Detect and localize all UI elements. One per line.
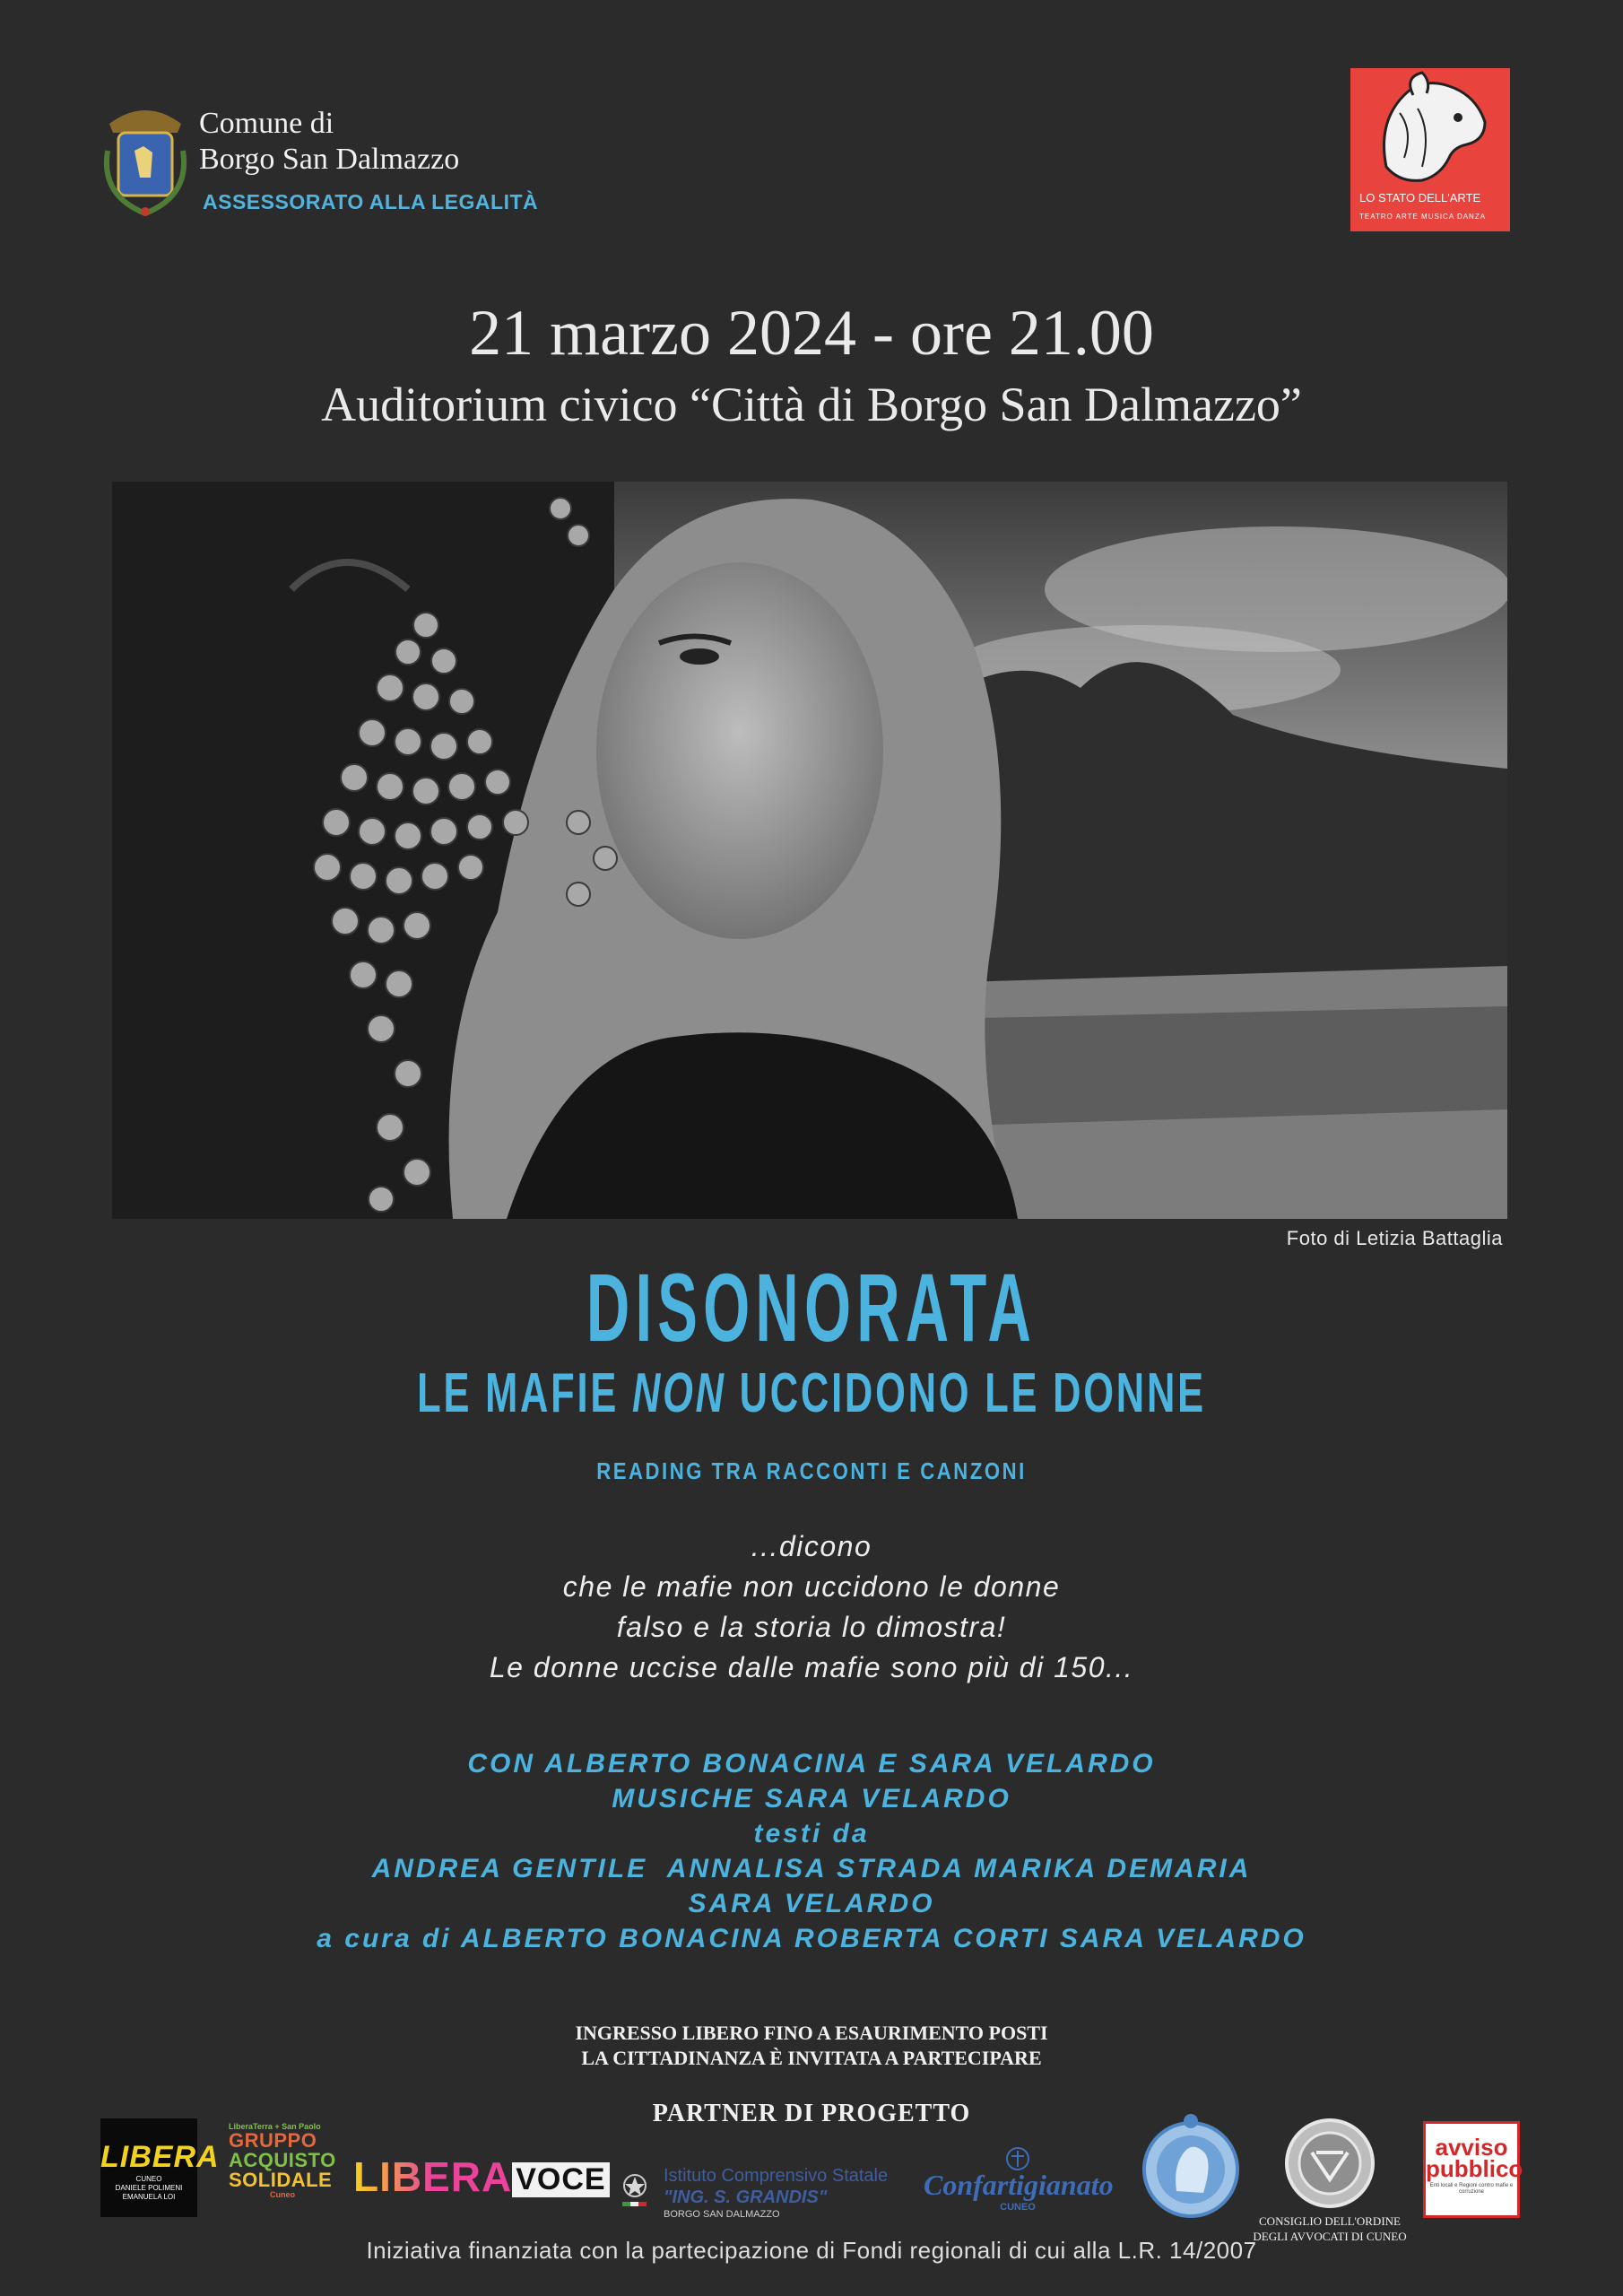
horse-head-icon bbox=[1350, 68, 1510, 194]
notice-line: LA CITTADINANZA È INVITATA A PARTECIPARE bbox=[581, 2047, 1042, 2069]
credit-line: SARA VELARDO bbox=[688, 1889, 935, 1918]
event-venue: Auditorium civico “Città di Borgo San Dalmazzo” bbox=[321, 378, 1302, 431]
istituto-comprensivo-logo bbox=[617, 2166, 913, 2220]
libera-sub: EMANUELA LOI bbox=[122, 2193, 176, 2201]
libera-cuneo-logo bbox=[100, 2118, 220, 2217]
gas-bottom: Cuneo bbox=[270, 2190, 295, 2199]
confartigianato-logo bbox=[924, 2145, 1112, 2226]
republic-emblem-icon bbox=[617, 2166, 653, 2211]
cast-credits bbox=[0, 1746, 1623, 1956]
poem-line: Le donne uccise dalle mafie sono più di 150... bbox=[489, 1651, 1134, 1683]
poem-line: falso e la storia lo dimostra! bbox=[616, 1611, 1007, 1643]
ordine-line: CONSIGLIO DELL'ORDINE bbox=[1259, 2214, 1401, 2228]
gas-top: LiberaTerra + San Paolo bbox=[229, 2122, 321, 2131]
istituto-line: BORGO SAN DALMAZZO bbox=[664, 2209, 780, 2220]
libera-sub: CUNEO bbox=[135, 2175, 162, 2183]
avviso-line: pubblico bbox=[1426, 2155, 1523, 2182]
confartigianato-name: Confartigianato bbox=[924, 2169, 1114, 2201]
ordine-avvocati-logo bbox=[1251, 2117, 1409, 2249]
comune-crest-logo bbox=[100, 97, 190, 222]
istituto-line: Istituto Comprensivo Statale bbox=[664, 2166, 889, 2186]
partners-title: PARTNER DI PROGETTO bbox=[652, 2100, 971, 2127]
credit-line: MUSICHE SARA VELARDO bbox=[612, 1784, 1011, 1813]
ordine-seal-icon bbox=[1280, 2117, 1379, 2210]
credit-line: ANDREA GENTILE ANNALISA STRADA MARIKA DEMARIA bbox=[371, 1854, 1252, 1883]
istituto-line: "ING. S. GRANDIS" bbox=[664, 2187, 828, 2207]
comune-name bbox=[199, 106, 459, 178]
subtitle-emphasis: NON bbox=[631, 1362, 726, 1424]
notice-line: INGRESSO LIBERO FINO A ESAURIMENTO POSTI bbox=[575, 2022, 1048, 2044]
assessorato-label: ASSESSORATO ALLA LEGALITÀ bbox=[203, 190, 539, 213]
libera-sub: DANIELE POLIMENI bbox=[115, 2184, 183, 2192]
poem-text bbox=[0, 1526, 1623, 1688]
liberavoce-part2: VOCE bbox=[512, 2162, 609, 2197]
comune-line1: Comune di bbox=[199, 107, 334, 140]
confartigianato-emblem-icon bbox=[1004, 2145, 1031, 2172]
confartigianato-city: CUNEO bbox=[1000, 2202, 1036, 2213]
lo-stato-dell-arte-logo bbox=[1350, 68, 1510, 231]
comune-line2: Borgo San Dalmazzo bbox=[199, 143, 460, 176]
association-seal-logo bbox=[1141, 2110, 1241, 2225]
hero-photo bbox=[112, 482, 1507, 1219]
gas-line: GRUPPO bbox=[229, 2129, 317, 2152]
libera-voce-logo bbox=[353, 2152, 610, 2201]
event-date: 21 marzo 2024 - ore 21.00 bbox=[469, 297, 1154, 369]
avviso-sub: Enti locali e Regioni contro mafie e corruzione bbox=[1429, 2183, 1514, 2195]
gas-line: SOLIDALE bbox=[229, 2169, 333, 2191]
gas-line: ACQUISTO bbox=[229, 2149, 336, 2171]
show-subtitle bbox=[244, 1361, 1380, 1425]
subtitle-pre: LE MAFIE bbox=[417, 1362, 632, 1424]
stato-arte-sub: TEATRO ARTE MUSICA DANZA bbox=[1359, 213, 1487, 221]
avviso-pubblico-logo bbox=[1423, 2121, 1523, 2218]
stato-arte-name: LO STATO DELL'ARTE bbox=[1359, 191, 1481, 204]
show-tagline: READING TRA RACCONTI E CANZONI bbox=[596, 1457, 1027, 1484]
admission-notice bbox=[0, 2021, 1623, 2071]
poem-line: che le mafie non uccidono le donne bbox=[562, 1570, 1061, 1603]
funding-footer: Iniziativa finanziata con la partecipazione di Fondi regionali di cui alla L.R. 14/2007 bbox=[366, 2237, 1257, 2264]
show-title: DISONORATA bbox=[586, 1253, 1037, 1361]
credit-line: a cura di ALBERTO BONACINA ROBERTA CORTI SARA VELARDO bbox=[317, 1924, 1306, 1953]
libera-wordmark: LIBERA bbox=[100, 2140, 220, 2174]
credit-line: CON ALBERTO BONACINA E SARA VELARDO bbox=[467, 1749, 1156, 1779]
avviso-line: avviso bbox=[1435, 2134, 1508, 2161]
credit-line: testi da bbox=[753, 1819, 870, 1848]
subtitle-post: UCCIDONO LE DONNE bbox=[725, 1362, 1206, 1424]
poem-line: ...dicono bbox=[751, 1530, 872, 1562]
liberavoce-part1: LIBERA bbox=[353, 2153, 513, 2200]
gruppo-acquisto-solidale-logo bbox=[229, 2122, 336, 2219]
ordine-line: DEGLI AVVOCATI DI CUNEO bbox=[1253, 2230, 1407, 2243]
photo-credit: Foto di Letizia Battaglia bbox=[1286, 1227, 1503, 1249]
